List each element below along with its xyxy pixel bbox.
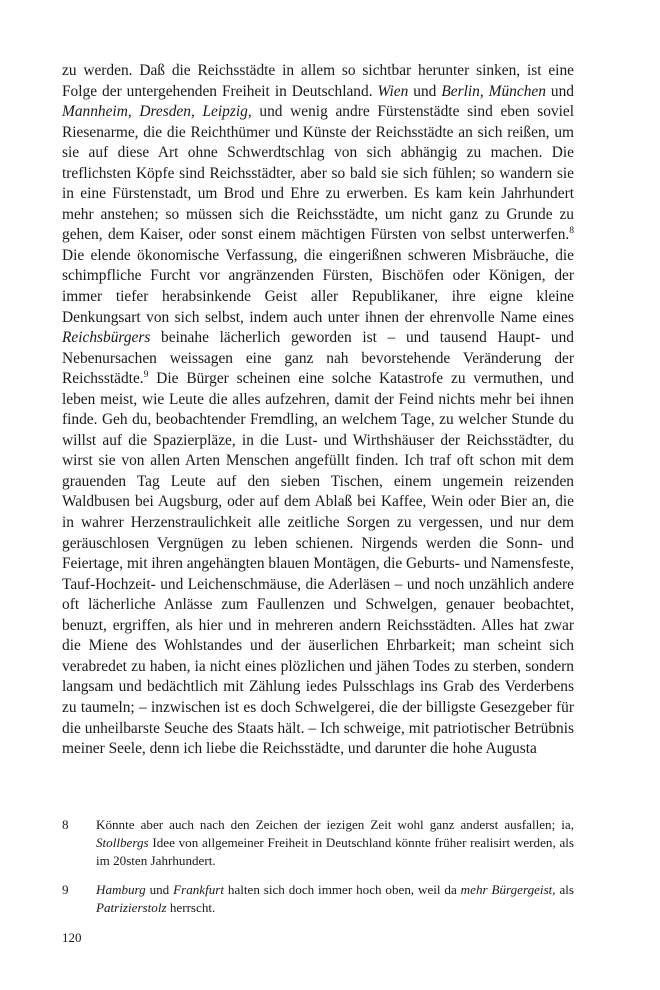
footnote-number: 8 bbox=[62, 817, 69, 832]
italic-run: Mannheim, Dresden, Leipzig, bbox=[62, 103, 252, 121]
text-run: zu werden. Daß die Reichsstädte in allem so sichtbar herunter sinken, ist eine Folge der untergehenden Freiheit in Deutschland. bbox=[62, 62, 574, 100]
text-run: Die elende ökonomische Verfassung, die eingerißnen schweren Misbräuche, die schimpfliche Furcht vor angränzenden Fürsten, Bischöfen oder Königen, der immer tiefer herabsinkende Geist aller Republikaner, ihre eigne kleine Denkungsart von sich selbst, indem auch unter ihnen der ehrenvolle Name eines bbox=[62, 246, 574, 326]
footnote-ref[interactable]: 9 bbox=[143, 370, 149, 381]
italic-run: Berlin, München bbox=[441, 82, 546, 100]
italic-run: Frankfurt bbox=[173, 881, 225, 897]
italic-run: Patrizierstolz bbox=[96, 899, 167, 915]
text-run: und bbox=[408, 82, 442, 100]
italic-run: Wien bbox=[377, 82, 409, 100]
footnote-text bbox=[96, 881, 574, 917]
italic-run: Reichsbürgers bbox=[62, 329, 151, 347]
footnotes bbox=[62, 816, 574, 927]
text-run: und wenig andre Fürstenstädte sind eben soviel Riesenarme, die die Reichthümer und Künste der Reichsstädte an sich reißen, um sie auf diese Art ohne Schwerdtschlag von sich abhängig zu machen. Die treflichsten Köpfe sind Reichsstädter, aber so bald sie sich fühlen; so wandern sie in eine Fürstenstadt, um Brod und Ehre zu erwerben. Es kam kein Jahrhundert mehr anstehen; so müssen sich die Reichsstädte, um nicht ganz zu Grunde zu gehen, dem Kaiser, oder sonst einem mächtigen Fürsten von selbst unterwerfen. bbox=[62, 103, 574, 244]
footnote-ref[interactable]: 8 bbox=[569, 226, 574, 237]
text-run: herrscht. bbox=[166, 899, 216, 915]
page-number: 120 bbox=[62, 930, 82, 945]
footnote-text bbox=[96, 816, 574, 871]
italic-run: Hamburg bbox=[96, 881, 146, 897]
italic-run: Stollbergs bbox=[96, 835, 149, 851]
text-run: Könnte aber auch nach den Zeichen der iezigen Zeit wohl ganz anderst ausfallen; ia, bbox=[96, 817, 574, 832]
text-run: und bbox=[145, 881, 174, 897]
text-run: und bbox=[545, 82, 574, 100]
footnote-number: 9 bbox=[62, 881, 69, 897]
text-run: als bbox=[555, 881, 575, 897]
text-run: Die Bürger scheinen eine solche Katastrofe zu vermuthen, und leben meist, wie Leute die alles aufzehren, damit der Feind nichts mehr bei ihnen finde. Geh du, beobachtender Fremdling, an welchem Tage, zu welcher Stunde du willst auf die Spazierpläze, in die Lust- und Wirthshäuser der Reichsstädter, du wirst sie von allen Arten Menschen angefüllt finden. Ich traf oft schon mit dem grauenden Tag Leute auf den sieben Tischen, einem ungemein reizenden Waldbusen bei Augsburg, oder auf dem Ablaß bei Kaffee, Wein oder Bier an, die in wahrer Herzenstraulichkeit alle zeitliche Sorgen zu vergessen, und nur dem geräuschlosen Vergnügen zu leben schienen. Nirgends werden die Sonn- und Feiertage, mit ihren angehängten blauen Montägen, die Geburts- und Namensfeste, Tauf-Hochzeit- und Leichenschmäuse, die Aderläsen – und noch unzählich andere oft lächerliche Anlässe zum Faullenzen und Schwelgen, genauer beobachtet, benuzt, ergriffen, als hier und in mehreren andern Reichsstädten. Alles hat zwar die Miene des Wohlstandes und der äuserlichen Ehrbarkeit; man scheint sich verabredet zu haben, ia nicht eines plözlichen und jähen Todes zu sterben, sondern langsam und bedächtlich mit Zählung iedes Pulsschlags ins Grab des Verderbens zu taumeln; – inzwischen ist es doch Schwelgerei, die der billigste Gesezgeber für die unheilbarste Seuche des Staats hält. – Ich schweige, mit patriotischer Betrübnis meiner Seele, denn ich liebe die Reichsstädte, und darunter die hohe Augusta bbox=[62, 370, 575, 758]
text-run: Idee von allgemeiner Freiheit in Deutschland könnte früher realisirt werden, als im 20sten Jahrhundert. bbox=[96, 835, 574, 869]
main-text bbox=[62, 61, 574, 760]
text-run: beinahe lächerlich geworden ist – und tausend Haupt- und Nebenursachen weissagen eine ganz nah bevorstehende Veränderung der Reichsstädte. bbox=[62, 329, 574, 388]
footnote bbox=[62, 816, 574, 871]
italic-run: mehr Bürgergeist, bbox=[460, 881, 556, 897]
footnote bbox=[62, 881, 574, 917]
text-run: halten sich doch immer hoch oben, weil da bbox=[224, 881, 461, 897]
paragraph bbox=[62, 61, 574, 760]
